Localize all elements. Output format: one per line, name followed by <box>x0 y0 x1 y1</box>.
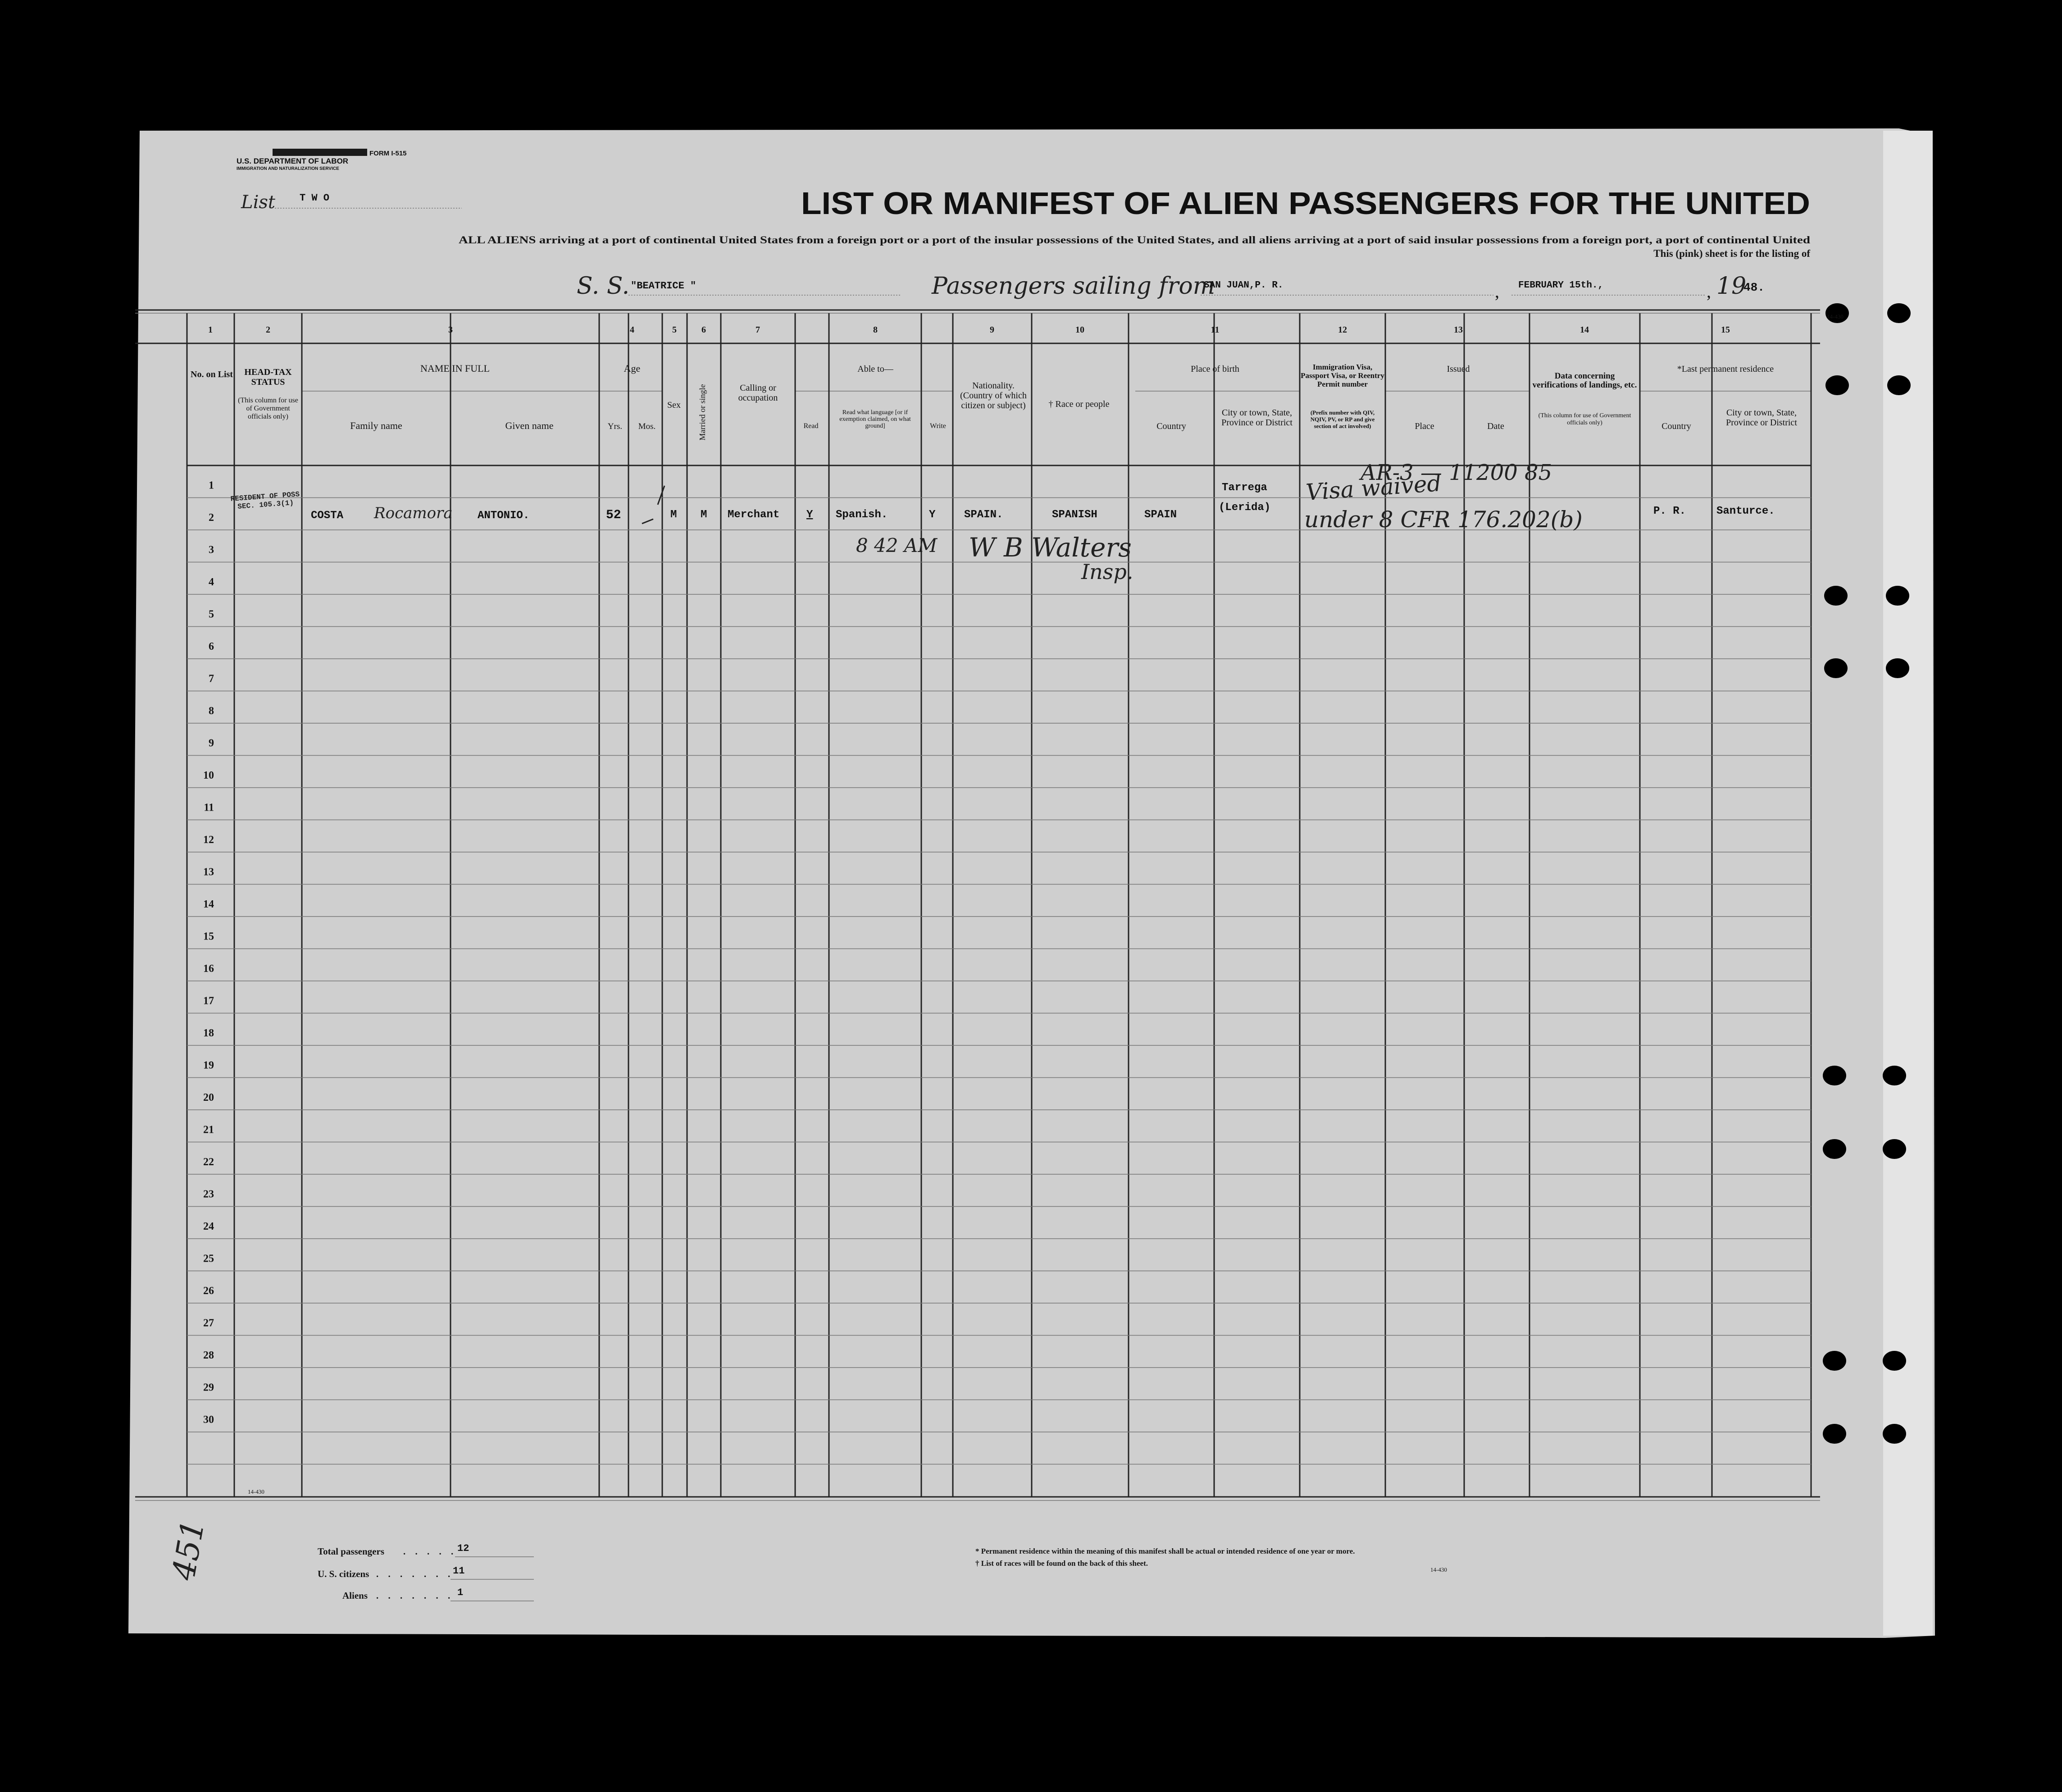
residence-city: Santurce. <box>1716 505 1775 517</box>
leader-dots: . . . . . <box>403 1546 457 1557</box>
row-number: 27 <box>203 1317 214 1329</box>
row-number: 1 <box>209 479 214 492</box>
us-citizens-value: 11 <box>453 1565 465 1577</box>
language: Spanish. <box>836 509 888 521</box>
row-number: 10 <box>203 770 214 781</box>
col-age-header: Age <box>624 363 641 374</box>
column-number: 9 <box>990 325 994 335</box>
col-yrs-header: Yrs. <box>607 422 623 431</box>
col-res-country-header: Country <box>1661 421 1691 431</box>
redacted-stamp <box>273 149 367 156</box>
form-code-bottom-left: 14-430 <box>248 1488 264 1495</box>
col-nationality-header: Nationality. (Country of which citizen or subject) <box>960 381 1027 410</box>
column-number: 12 <box>1338 325 1347 335</box>
form-number: FORM I-515 <box>369 150 407 157</box>
col-place-header: Place <box>1415 421 1434 431</box>
column-number: 15 <box>1721 325 1730 335</box>
marital-status: M <box>701 509 707 521</box>
row-number: 15 <box>203 930 214 943</box>
list-label: List <box>241 192 275 213</box>
visa-regulation-handwritten: under 8 CFR 176.202(b) <box>1304 506 1583 533</box>
total-passengers-value: 12 <box>457 1543 469 1554</box>
sex: M <box>670 509 677 521</box>
race: SPANISH <box>1052 509 1097 521</box>
hole-icon <box>1825 375 1849 395</box>
hole-icon <box>1824 586 1848 606</box>
column-number: 5 <box>672 325 677 335</box>
hole-icon <box>1886 586 1909 606</box>
row-number: 7 <box>209 673 214 685</box>
column-number: 13 <box>1454 325 1463 335</box>
column-number: 3 <box>448 325 453 335</box>
hole-icon <box>1823 1066 1846 1085</box>
column-number: 6 <box>701 325 706 335</box>
col-sex-header: Sex <box>667 400 681 410</box>
row-number: 16 <box>203 963 214 975</box>
sailing-date: FEBRUARY 15th., <box>1518 280 1604 291</box>
column-number: 4 <box>630 325 634 335</box>
hole-icon <box>1823 1139 1846 1159</box>
col-data-note: (This column for use of Government officials only) <box>1538 412 1631 426</box>
manifest-title: LIST OR MANIFEST OF ALIEN PASSENGERS FOR THE UNITED <box>801 186 1810 221</box>
row-number: 2 <box>209 512 214 524</box>
hole-icon <box>1883 1351 1906 1371</box>
footnote-races: † List of races will be found on the back of this sheet. <box>975 1559 1148 1568</box>
col-birth-header: Place of birth <box>1191 364 1239 374</box>
row-number: 9 <box>209 737 214 749</box>
age-years: 52 <box>606 508 621 522</box>
col-write-header: Write <box>930 422 946 430</box>
row-number: 11 <box>204 802 214 814</box>
aliens-value: 1 <box>457 1587 464 1598</box>
row-number: 8 <box>209 705 214 717</box>
col-read-header: Read <box>803 422 819 430</box>
visa-number-handwritten: AR-3 — 11200 85 <box>1361 460 1552 485</box>
col-issued-header: Issued <box>1447 364 1470 374</box>
year-prefix: 19 <box>1716 273 1747 300</box>
hole-icon <box>1887 375 1911 395</box>
row-number: 17 <box>203 995 214 1007</box>
col-married-header: Married or single <box>698 384 707 441</box>
col-visa-note: (Prefix number with QIV, NQIV, PV, or RP and give section of act involved) <box>1310 409 1375 429</box>
column-number: 8 <box>873 325 878 335</box>
subtitle-2: This (pink) sheet is for the listing of <box>1653 248 1810 259</box>
leader-dots: . . . . . . . <box>376 1590 454 1601</box>
sailing-from: SAN JUAN,P. R. <box>1204 280 1284 291</box>
nationality: SPAIN. <box>964 509 1003 521</box>
department: U.S. DEPARTMENT OF LABOR <box>237 157 349 165</box>
inspection-time-handwritten: 8 42 AM <box>856 534 938 556</box>
given-name: ANTONIO. <box>478 510 530 522</box>
aliens-label: Aliens <box>342 1590 368 1601</box>
column-number: 7 <box>756 325 760 335</box>
sailing-label: Passengers sailing from <box>932 273 1215 300</box>
row-number: 25 <box>203 1253 214 1265</box>
column-number: 11 <box>1211 325 1220 335</box>
form-code-bottom: 14-430 <box>1430 1566 1447 1573</box>
row-number: 29 <box>203 1382 214 1394</box>
hole-icon <box>1883 1424 1906 1444</box>
list-value: T W O <box>300 192 330 204</box>
col-birth-city-header: City or town, State, Province or District <box>1221 408 1293 428</box>
row-number: 26 <box>203 1285 214 1297</box>
family-name: COSTA <box>311 510 344 522</box>
row-number: 28 <box>203 1350 214 1361</box>
leader-dots: . . . . . . . <box>376 1569 454 1579</box>
column-number: 1 <box>208 325 213 335</box>
col-given-header: Given name <box>505 420 554 431</box>
inspector-signature: W B Walters <box>969 532 1132 563</box>
col-name-header: NAME IN FULL <box>420 363 490 374</box>
year-suffix: 48. <box>1743 281 1765 294</box>
hole-icon <box>1823 1351 1846 1371</box>
form-code-top: 14-430 <box>1827 313 1844 320</box>
ss-label: S. S. <box>577 273 630 300</box>
row-number: 19 <box>203 1059 214 1072</box>
col-headtax-note: (This column for use of Government officials only) <box>238 397 298 420</box>
column-number: 10 <box>1075 325 1084 335</box>
margin-number-handwritten: 451 <box>164 1517 212 1583</box>
row-number: 12 <box>203 834 214 846</box>
col-family-header: Family name <box>350 420 402 431</box>
subtitle-1: ALL ALIENS arriving at a port of continental United States from a foreign port or a port of the insular possessions of the United States, and all aliens arriving at a port of said insular possessions from a foreign port, a port of continental United <box>459 234 1811 246</box>
birth-province: (Lerida) <box>1219 502 1271 514</box>
col-date-header: Date <box>1487 421 1504 431</box>
family-name-handwritten: Rocamora <box>374 504 453 522</box>
row-number: 18 <box>203 1027 214 1039</box>
birth-country: SPAIN <box>1144 509 1177 521</box>
col-calling-header: Calling or occupation <box>738 383 778 403</box>
row-number: 21 <box>203 1124 214 1136</box>
column-number: 14 <box>1580 325 1589 335</box>
hole-icon <box>1886 658 1909 678</box>
head-tax-stamp: RESIDENT OF POSS SEC. 105.3(1) <box>230 490 300 511</box>
col-no-header: No. on List <box>191 369 233 379</box>
row-number: 4 <box>209 576 214 588</box>
col-visa-header: Immigration Visa, Passport Visa, or Reentry Permit number <box>1301 363 1384 388</box>
row-number: 3 <box>209 544 214 556</box>
row-number: 6 <box>209 641 214 652</box>
row-number: 20 <box>203 1092 214 1103</box>
col-res-city-header: City or town, State, Province or District <box>1726 408 1797 428</box>
col-birth-country-header: Country <box>1156 421 1186 431</box>
service: IMMIGRATION AND NATURALIZATION SERVICE <box>237 166 339 171</box>
comma: , <box>1495 281 1499 301</box>
hole-icon <box>1883 1066 1906 1085</box>
col-able-header: Able to— <box>857 364 893 374</box>
hole-icon <box>1824 658 1848 678</box>
col-race-header: † Race or people <box>1048 399 1110 409</box>
hole-icon <box>1823 1424 1846 1444</box>
ship-name: "BEATRICE " <box>631 280 696 292</box>
row-number: 22 <box>203 1156 214 1168</box>
hole-icon <box>1883 1139 1906 1159</box>
inspector-title-handwritten: Insp. <box>1081 560 1133 584</box>
row-number: 5 <box>209 608 214 620</box>
total-passengers-label: Total passengers <box>318 1546 384 1557</box>
col-readwhat-header: Read what language [or if exemption claimed, on what ground] <box>839 409 911 429</box>
can-write: Y <box>929 509 936 521</box>
visa-waived-handwritten: Visa waived <box>1305 470 1443 506</box>
residence-country: P. R. <box>1653 505 1686 517</box>
comma: , <box>1707 281 1711 301</box>
occupation: Merchant <box>728 509 780 521</box>
col-mos-header: Mos. <box>638 422 656 431</box>
us-citizens-label: U. S. citizens <box>318 1569 369 1579</box>
paper-edge <box>1883 131 1933 1636</box>
col-residence-header: *Last permanent residence <box>1677 364 1774 374</box>
footnote-residence: * Permanent residence within the meaning of this manifest shall be actual or intended residence of one year or more. <box>975 1547 1355 1555</box>
col-data-header: Data concerning verifications of landings, etc. <box>1532 372 1637 390</box>
birth-city: Tarrega <box>1222 482 1267 494</box>
row-number: 13 <box>203 866 214 878</box>
col-headtax-header: HEAD-TAX STATUS <box>244 367 292 387</box>
row-number: 14 <box>203 898 214 910</box>
row-number: 23 <box>203 1188 214 1200</box>
row-number: 30 <box>203 1414 214 1426</box>
can-read: Y <box>806 509 813 521</box>
row-number: 24 <box>203 1221 214 1232</box>
hole-icon <box>1887 303 1911 323</box>
column-number: 2 <box>266 325 270 335</box>
